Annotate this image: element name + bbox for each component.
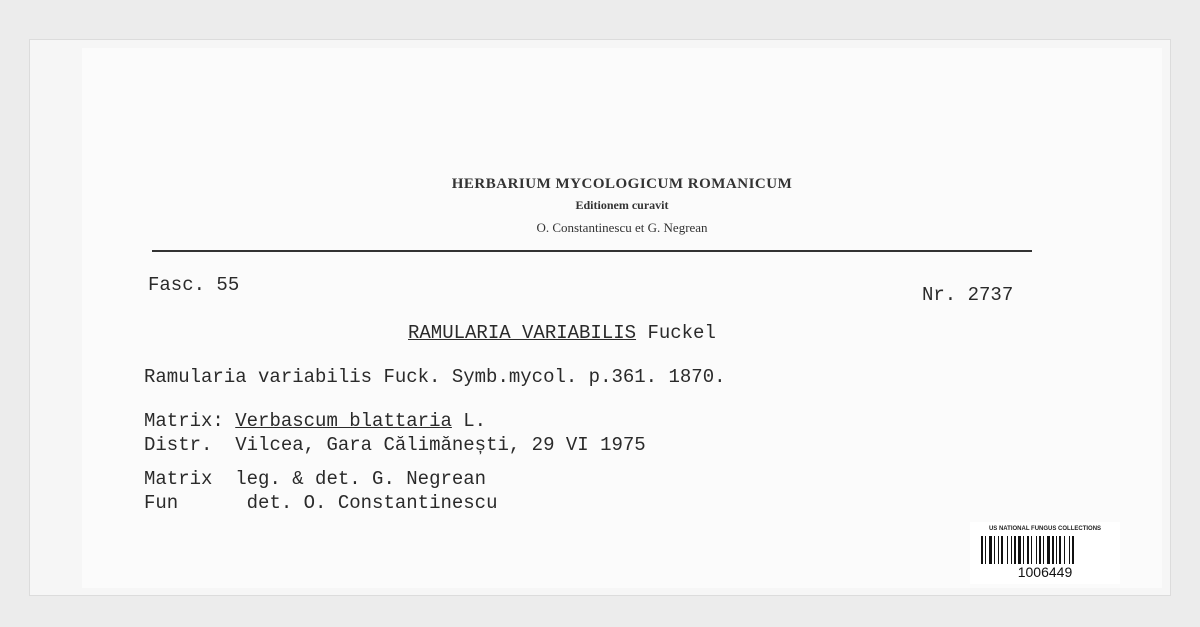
herbarium-editors: O. Constantinescu et G. Negrean xyxy=(536,220,708,235)
determiner-label: Fun xyxy=(144,492,179,514)
literature-reference: Ramularia variabilis Fuck. Symb.mycol. p.361. 1870. xyxy=(144,366,726,388)
host-name: Verbascum blattaria xyxy=(235,410,452,432)
herbarium-title: HERBARIUM MYCOLOGICUM ROMANICUM xyxy=(451,176,793,192)
specimen-label xyxy=(82,48,1162,588)
distribution-label: Distr. xyxy=(144,434,213,456)
header-divider xyxy=(152,250,1032,252)
fascicle-number: Fasc. 55 xyxy=(148,274,240,296)
distribution-value: Vilcea, Gara Călimănești, 29 VI 1975 xyxy=(235,434,646,456)
distribution-line xyxy=(144,434,646,456)
species-author: Fuckel xyxy=(647,322,716,344)
collector-value: leg. & det. G. Negrean xyxy=(235,468,487,490)
barcode-number: 1006449 xyxy=(1017,564,1073,580)
determiner-line xyxy=(144,492,497,514)
collector-line xyxy=(144,468,486,490)
herbarium-subtitle: Editionem curavit xyxy=(575,198,669,212)
species-line xyxy=(408,322,716,344)
herbarium-sheet xyxy=(30,40,1170,595)
matrix-label: Matrix: xyxy=(144,410,224,432)
species-name: RAMULARIA VARIABILIS xyxy=(408,322,637,344)
specimen-number: Nr. 2737 xyxy=(922,284,1014,306)
determiner-value: det. O. Constantinescu xyxy=(246,492,498,514)
matrix-line xyxy=(144,410,486,432)
collector-label: Matrix xyxy=(144,468,213,490)
barcode-icon xyxy=(981,536,1109,564)
barcode-title: US NATIONAL FUNGUS COLLECTIONS xyxy=(988,526,1102,532)
barcode-label xyxy=(970,522,1120,584)
host-author: L. xyxy=(463,410,487,432)
